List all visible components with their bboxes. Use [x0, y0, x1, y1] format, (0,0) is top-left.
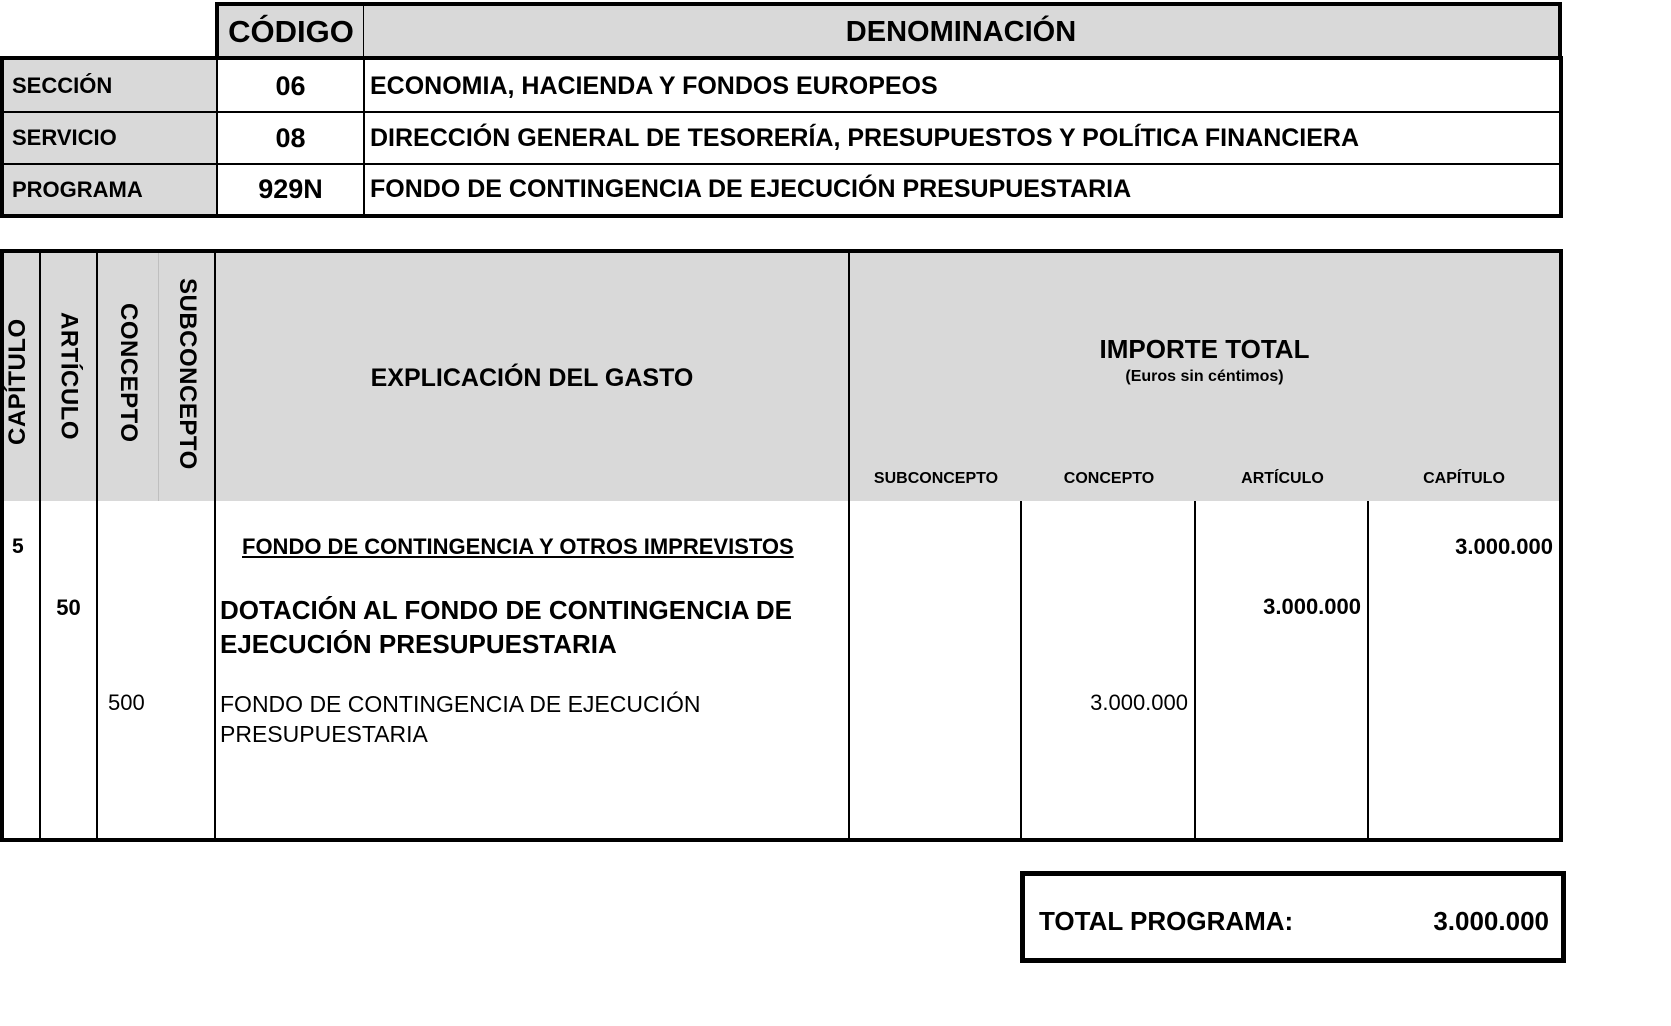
servicio-name-cell — [365, 113, 1559, 163]
amount-col-articulo-header — [1196, 470, 1369, 488]
row-articulo-amount — [1196, 594, 1361, 620]
total-programa-box — [1020, 871, 1566, 963]
total-programa-value — [1433, 906, 1549, 937]
servicio-code-cell — [216, 113, 365, 163]
concepto-header — [98, 303, 158, 463]
row-articulo-text — [220, 593, 792, 661]
explicacion-header — [216, 355, 848, 401]
codigo-header-label: CÓDIGO — [228, 14, 354, 49]
capitulo-text: FONDO DE CONTINGENCIA Y OTROS IMPREVISTOS — [242, 534, 794, 559]
row-concepto-amount — [1022, 690, 1188, 716]
importe-subtitle — [850, 368, 1559, 386]
programa-code: 929N — [258, 174, 323, 204]
servicio-label-cell — [4, 113, 216, 163]
amount-col-subconcepto-header — [850, 470, 1022, 488]
total-programa-label — [1039, 906, 1293, 937]
amount-col-label: ARTÍCULO — [1241, 470, 1324, 487]
amount-col-capitulo-header — [1369, 470, 1559, 488]
programa-code-cell — [216, 165, 365, 214]
articulo-header — [41, 312, 96, 452]
denominacion-header-label: DENOMINACIÓN — [845, 15, 1077, 48]
amount-col-label: SUBCONCEPTO — [873, 470, 999, 487]
seccion-code-cell — [216, 60, 365, 112]
subconcepto-header-label: SUBCONCEPTO — [174, 278, 201, 470]
programa-name-cell — [365, 165, 1559, 214]
row-articulo-code — [41, 595, 96, 621]
importe-total-header — [850, 334, 1559, 365]
capitulo-header — [4, 312, 40, 452]
denominacion-header — [364, 2, 1562, 58]
row-concepto-code — [108, 690, 145, 716]
articulo-header-label: ARTÍCULO — [55, 312, 83, 440]
programa-label-cell — [4, 165, 216, 214]
codigo-header — [215, 2, 365, 58]
amount-col-label: CONCEPTO — [1063, 470, 1155, 487]
articulo-code: 50 — [56, 595, 81, 620]
capitulo-header-label: CAPÍTULO — [4, 318, 31, 446]
seccion-code: 06 — [275, 70, 306, 101]
amount-col-concepto-header — [1022, 470, 1196, 488]
row-capitulo-code — [12, 535, 24, 559]
total-value-text: 3.000.000 — [1433, 906, 1549, 936]
concepto-code: 500 — [108, 690, 145, 715]
servicio-name: DIRECCIÓN GENERAL DE TESORERÍA, PRESUPUESTOS Y POLÍTICA FINANCIERA — [370, 123, 1360, 152]
articulo-amount: 3.000.000 — [1263, 594, 1361, 619]
capitulo-amount: 3.000.000 — [1455, 534, 1553, 559]
importe-total-title: IMPORTE TOTAL — [1099, 334, 1310, 364]
programa-name: FONDO DE CONTINGENCIA DE EJECUCIÓN PRESUPUESTARIA — [370, 175, 1132, 203]
capitulo-code: 5 — [12, 535, 24, 558]
row-capitulo-amount — [1369, 534, 1553, 560]
servicio-code: 08 — [275, 122, 306, 153]
seccion-name-cell — [365, 60, 1559, 112]
servicio-label: SERVICIO — [12, 125, 117, 150]
col-divider — [1194, 501, 1196, 838]
subconcepto-header — [159, 278, 215, 488]
amount-col-label: CAPÍTULO — [1423, 470, 1505, 487]
articulo-text-line: DOTACIÓN AL FONDO DE CONTINGENCIA DE — [220, 595, 792, 625]
concepto-text-line: PRESUPUESTARIA — [220, 721, 428, 747]
articulo-text-line: EJECUCIÓN PRESUPUESTARIA — [220, 629, 617, 659]
explicacion-header-label: EXPLICACIÓN DEL GASTO — [370, 363, 694, 392]
concepto-text-line: FONDO DE CONTINGENCIA DE EJECUCIÓN — [220, 691, 701, 717]
programa-label: PROGRAMA — [12, 176, 143, 202]
seccion-name: ECONOMIA, HACIENDA Y FONDOS EUROPEOS — [370, 71, 938, 100]
col-divider — [1020, 501, 1022, 838]
importe-subtitle-text: (Euros sin céntimos) — [1125, 368, 1284, 385]
row-capitulo-text — [242, 534, 794, 560]
row-concepto-text — [220, 689, 700, 749]
concepto-header-label: CONCEPTO — [115, 303, 142, 443]
concepto-amount: 3.000.000 — [1090, 690, 1188, 715]
total-label-text: TOTAL PROGRAMA: — [1039, 906, 1294, 936]
seccion-label: SECCIÓN — [12, 73, 113, 98]
seccion-label-cell — [4, 60, 216, 112]
